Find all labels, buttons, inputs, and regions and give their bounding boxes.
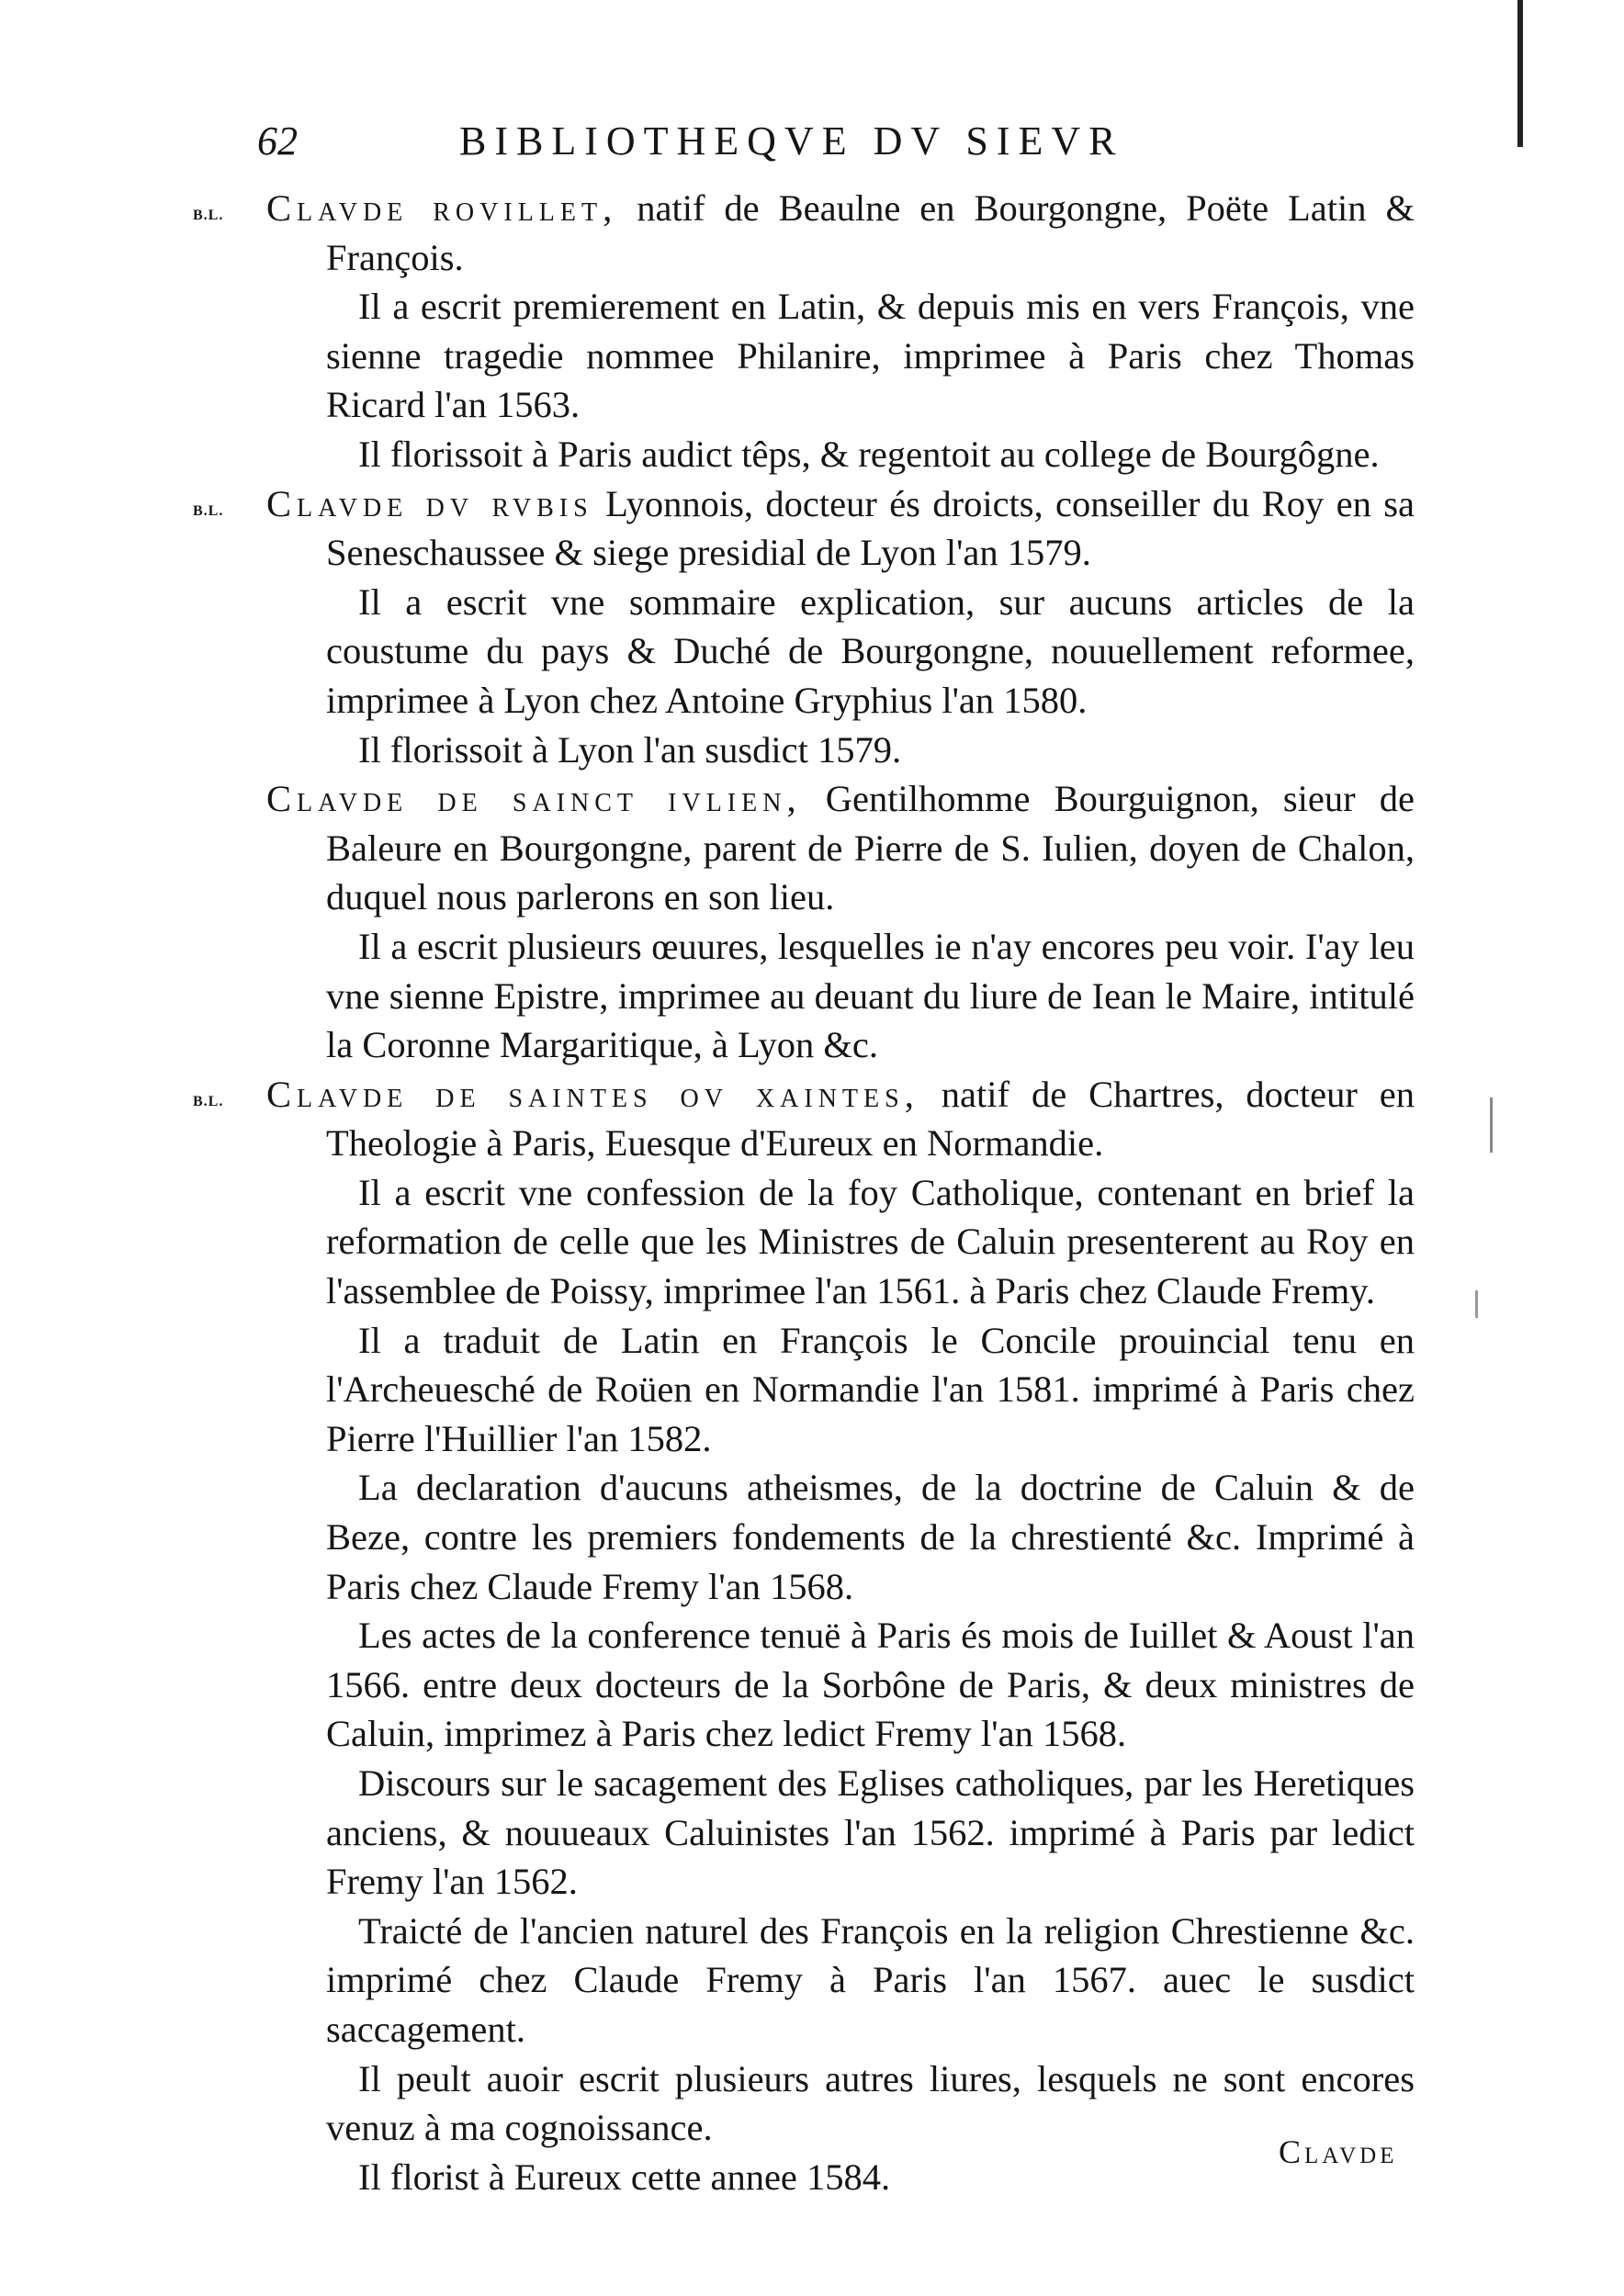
entry-paragraph: Il a escrit premierement en Latin, & depuis mis en vers François, vne sienne tragedie nommee Philanire, imprimee à Paris chez Thomas Ricard l'an 1563. xyxy=(326,286,1415,426)
author-name: Clavde rovillet, xyxy=(266,187,618,229)
entry-claude-du-rubis xyxy=(193,479,1415,775)
entry-heading xyxy=(193,479,1415,578)
entry-claude-rouillet xyxy=(193,184,1415,479)
entry-heading xyxy=(193,1070,1415,1168)
entry-heading xyxy=(266,774,1415,922)
entry-body xyxy=(266,922,1415,1070)
page-number: 62 xyxy=(257,118,298,163)
entry-head-text: Lyonnois, docteur és droicts, conseiller du Roy en sa Seneschaussee & siege presidial de Lyon l'an 1579. xyxy=(326,482,1415,574)
entry-paragraph: Il a escrit vne sommaire explication, sur aucuns articles de la coustume du pays & Duché de Bourgongne, nouuellement reformee, imprimee à Lyon chez Antoine Gryphius l'an 1580. xyxy=(326,580,1415,721)
entry-paragraph: Il a escrit vne confession de la foy Catholique, contenant en brief la reformation de celle que les Ministres de Caluin presenterent au Roy en l'assemblee de Poissy, imprimee l'an 1561. à Paris chez Claude Fremy. xyxy=(326,1171,1415,1312)
entry-head-text: natif de Chartres, docteur en Theologie à Paris, Euesque d'Eureux en Normandie. xyxy=(326,1073,1415,1165)
catchword: Clavde xyxy=(1279,2133,1398,2170)
entry-body xyxy=(266,578,1415,774)
page-edge-speck xyxy=(1475,1290,1478,1318)
entry-paragraph: Il florissoit à Paris audict têps, & regentoit au college de Bourgôgne. xyxy=(358,433,1380,475)
entry-head-text: natif de Beaulne en Bourgongne, Poëte Latin & François. xyxy=(326,187,1415,278)
running-head: BIBLIOTHEQVE DV SIEVR xyxy=(459,118,1124,163)
entry-claude-de-sainct-iulien xyxy=(266,774,1415,1070)
entry-body xyxy=(266,1168,1415,2201)
entry-paragraph: Les actes de la conference tenuë à Paris és mois de Iuillet & Aoust l'an 1566. entre deux docteurs de la Sorbône de Paris, & deux ministres de Caluin, imprimez à Paris chez ledict Fremy l'an 1568. xyxy=(326,1615,1415,1755)
page-edge-speck xyxy=(1490,1097,1493,1153)
entry-head-text: Gentilhomme Bourguignon, sieur de Baleure en Bourgongne, parent de Pierre de S. Iulien, doyen de Chalon, duquel nous parlerons en son lieu. xyxy=(326,778,1415,918)
entry-paragraph: Il a traduit de Latin en François le Concile prouincial tenu en l'Archeuesché de Roüen en Normandie l'an 1581. imprimé à Paris chez Pierre l'Huillier l'an 1582. xyxy=(326,1319,1415,1459)
text-block xyxy=(193,184,1415,2201)
entry-heading xyxy=(193,184,1415,282)
margin-mark: B.L. xyxy=(193,208,224,223)
margin-mark: B.L. xyxy=(193,502,224,519)
entry-paragraph: Il florist à Eureux cette annee 1584. xyxy=(358,2155,891,2198)
entry-paragraph: Il peult auoir escrit plusieurs autres liures, lesquels ne sont encores venuz à ma cognoissance. xyxy=(326,2057,1415,2149)
author-name: Clavde de sainct ivlien, xyxy=(266,778,802,820)
author-name: Clavde de saintes ov xaintes, xyxy=(266,1073,919,1115)
page-header xyxy=(257,118,1249,173)
entry-claude-de-saintes xyxy=(193,1070,1415,2202)
entry-paragraph: Traicté de l'ancien naturel des François en la religion Chrestienne &c. imprimé chez Claude Fremy à Paris l'an 1567. auec le susdict saccagement. xyxy=(326,1909,1415,2050)
entry-paragraph: Il florissoit à Lyon l'an susdict 1579. xyxy=(358,728,902,771)
entry-paragraph: Il a escrit plusieurs œuures, lesquelles ie n'ay encores peu voir. I'ay leu vne sienne Epistre, imprimee au deuant du liure de Iean le Maire, intitulé la Coronne Margaritique, à Lyon &c. xyxy=(326,925,1415,1066)
page-edge-shadow xyxy=(1517,0,1523,147)
entry-paragraph: La declaration d'aucuns atheismes, de la doctrine de Caluin & de Beze, contre les premiers fondements de la chrestienté &c. Imprimé à Paris chez Claude Fremy l'an 1568. xyxy=(326,1467,1415,1607)
entry-paragraph: Discours sur le sacagement des Eglises catholiques, par les Heretiques anciens, & nouueaux Caluinistes l'an 1562. imprimé à Paris par ledict Fremy l'an 1562. xyxy=(326,1762,1415,1903)
author-name: Clavde dv rvbis xyxy=(266,482,593,524)
entry-body xyxy=(266,282,1415,478)
margin-mark: B.L. xyxy=(193,1093,224,1109)
